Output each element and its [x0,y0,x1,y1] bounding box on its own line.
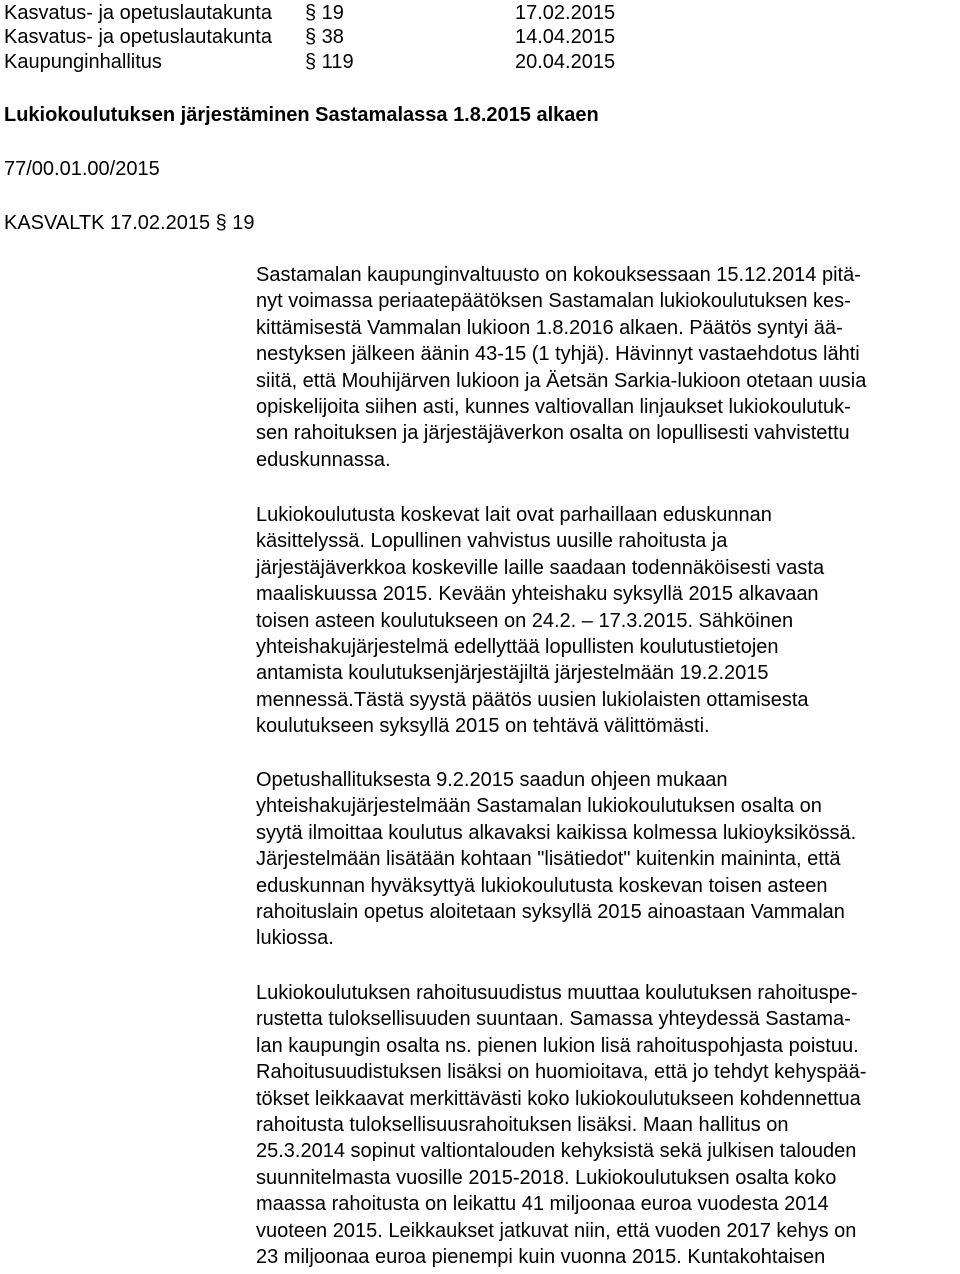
decision-body: Kasvatus- ja opetuslautakunta [4,26,272,48]
text-line: Lukiokoulutuksen rahoitusuudistus muuttaa koulutuksen rahoituspe- [256,982,858,1004]
text-line: rahoituslain opetus aloitetaan syksyllä 2015 ainoastaan Vammalan [256,901,845,924]
decision-date: 20.04.2015 [515,51,616,73]
text-line: kittämisestä Vammalan lukioon 1.8.2016 alkaen. Päätös syntyi ää- [256,316,843,339]
text-line: yhteishakujärjestelmään Sastamalan lukiokoulutuksen osalta on [256,795,822,818]
record-number: 77/00.01.00/2015 [4,158,160,180]
text-line: maaliskuussa 2015. Kevään yhteishaku syksyllä 2015 alkavaan [256,583,819,606]
text-line: eduskunnassa. [256,448,391,471]
decision-row [0,49,960,75]
text-line: suunnitelmasta vuosille 2015-2018. Lukiokoulutuksen osalta koko [256,1166,837,1189]
text-line: eduskunnan hyväksyttyä lukiokoulutusta koskevan toisen asteen [256,874,828,897]
decision-row [0,24,960,50]
paragraph [256,980,956,1270]
text-line: antamista koulutuksenjärjestäjiltä järjestelmään 19.2.2015 [256,662,769,685]
section-number: § 119 [305,51,354,73]
text-line: toisen asteen koulutukseen on 24.2. – 17.3.2015. Sähköinen [256,609,794,632]
decision-date: 17.02.2015 [515,2,616,24]
text-line: Opetushallituksesta 9.2.2015 saadun ohjeen mukaan [256,769,728,791]
text-line: lukiossa. [256,927,334,950]
text-line: mennessä.Tästä syystä päätös uusien lukiolaisten ottamisesta [256,688,809,711]
document-title: Lukiokoulutuksen järjestäminen Sastamalassa 1.8.2015 alkaen [4,104,599,126]
decision-body: Kaupunginhallitus [4,51,162,73]
meeting-reference: KASVALTK 17.02.2015 § 19 [4,212,255,234]
paragraph [256,767,956,952]
paragraph [256,262,956,473]
text-line: 25.3.2014 sopinut valtiontalouden kehyksistä sekä julkisen talouden [256,1140,857,1163]
section-number: § 19 [305,2,344,24]
text-line: tökset leikkaavat merkittävästi koko lukiokoulutukseen kohdennettua [256,1087,861,1110]
text-line: siitä, että Mouhijärven lukioon ja Äetsän Sarkia-lukioon otetaan uusia [256,369,867,392]
text-line: rahoitusta tuloksellisuusrahoituksen lisäksi. Maan hallitus on [256,1114,789,1137]
text-line: Järjestelmään lisätään kohtaan "lisätiedot" kuitenkin maininta, että [256,848,841,871]
decision-body: Kasvatus- ja opetuslautakunta [4,2,272,24]
decision-row [0,0,960,26]
text-line: Sastamalan kaupunginvaltuusto on kokouksessaan 15.12.2014 pitä- [256,264,861,286]
text-line: opiskelijoita siihen asti, kunnes valtiovallan linjaukset lukiokoulutuk- [256,396,851,419]
text-line: nestyksen jälkeen äänin 43-15 (1 tyhjä). Hävinnyt vastaehdotus lähti [256,343,860,366]
text-line: käsittelyssä. Lopullinen vahvistus uusille rahoitusta ja [256,530,728,553]
text-line: Rahoitusuudistuksen lisäksi on huomioitava, että jo tehdyt kehyspää- [256,1061,867,1084]
text-line: nyt voimassa periaatepäätöksen Sastamalan lukiokoulutuksen kes- [256,290,851,313]
text-line: lan kaupungin osalta ns. pienen lukion lisä rahoituspohjasta poistuu. [256,1034,859,1057]
text-line: maassa rahoitusta on leikattu 41 miljoonaa euroa vuodesta 2014 [256,1193,829,1216]
decision-date: 14.04.2015 [515,26,616,48]
text-line: vuoteen 2015. Leikkaukset jatkuvat niin, että vuoden 2017 kehys on [256,1219,857,1242]
text-line: järjestäjäverkkoa koskeville laille saadaan todennäköisesti vasta [256,556,825,579]
text-line: Lukiokoulutusta koskevat lait ovat parhaillaan eduskunnan [256,504,772,526]
text-line: sen rahoituksen ja järjestäjäverkon osalta on lopullisesti vahvistettu [256,422,850,445]
text-line: 23 miljoonaa euroa pienempi kuin vuonna 2015. Kuntakohtaisen [256,1246,826,1269]
paragraph [256,502,956,740]
text-line: koulutukseen syksyllä 2015 on tehtävä välittömästi. [256,715,710,738]
text-line: yhteishakujärjestelmä edellyttää lopullisten koulutustietojen [256,636,779,659]
text-line: rustetta tuloksellisuuden suuntaan. Samassa yhteydessä Sastama- [256,1008,851,1031]
text-line: syytä ilmoittaa koulutus alkavaksi kaikissa kolmessa lukioyksikössä. [256,821,857,844]
section-number: § 38 [305,26,344,48]
